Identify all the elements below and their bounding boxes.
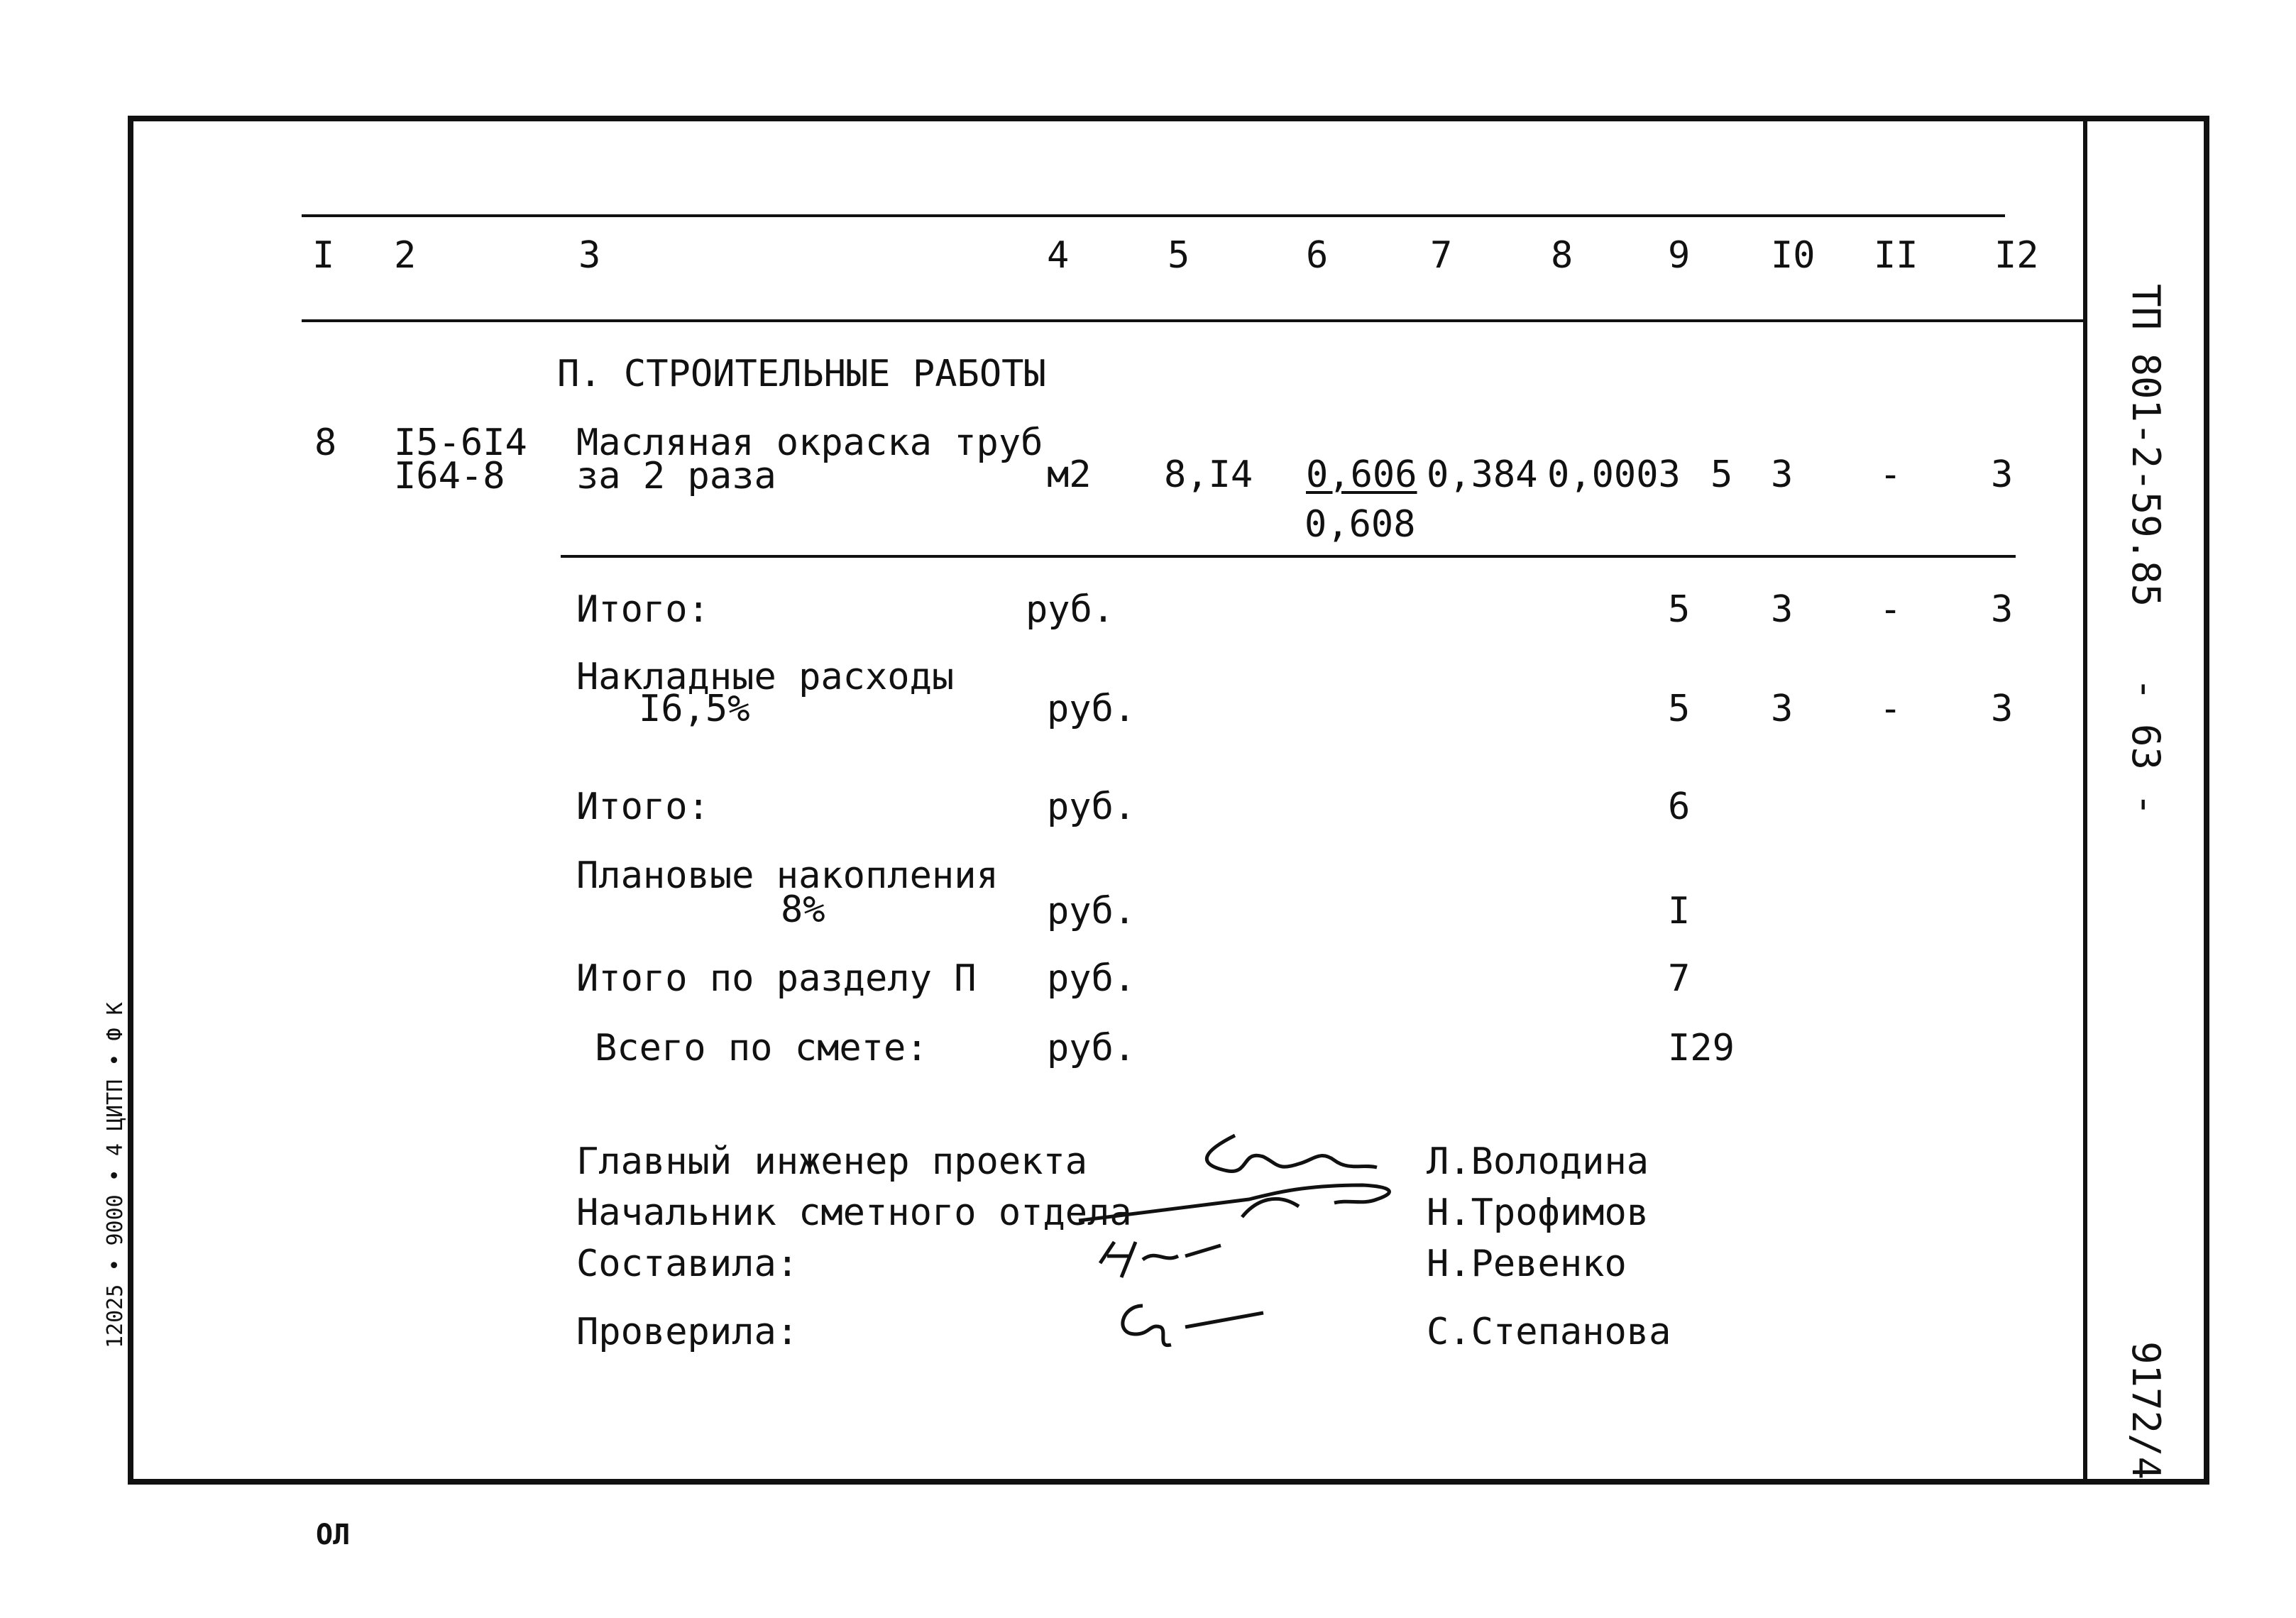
item-col7: 0,384 bbox=[1427, 453, 1538, 496]
total-1-c10: 3 bbox=[1771, 588, 1794, 631]
header-bottom-rule bbox=[302, 319, 2087, 322]
left-margin-print: 12025 • 9000 • 4 ЦИТП • Ф К bbox=[103, 1002, 128, 1348]
col-header-1: I bbox=[312, 234, 335, 277]
stamp-doc-code: ТП 801-2-59.85 bbox=[2124, 284, 2168, 607]
col-header-2: 2 bbox=[394, 234, 417, 277]
total-1-c12: 3 bbox=[1991, 588, 2014, 631]
item-col6-top: 0,606 bbox=[1306, 453, 1417, 496]
item-col8: 0,0003 bbox=[1547, 453, 1681, 496]
overhead-c10: 3 bbox=[1771, 688, 1794, 730]
item-qty: 8,I4 bbox=[1164, 453, 1253, 496]
signature-role-2: Начальник сметного отдела bbox=[576, 1192, 1132, 1234]
signature-role-4: Проверила: bbox=[576, 1311, 799, 1353]
grand-total-c9: I29 bbox=[1668, 1027, 1735, 1069]
total-1-label: Итого: bbox=[576, 588, 710, 631]
signature-name-3: Н.Ревенко bbox=[1427, 1243, 1627, 1285]
overhead-rate: I6,5% bbox=[639, 688, 750, 730]
item-name-2: за 2 раза bbox=[576, 455, 776, 497]
planned-c9: I bbox=[1668, 890, 1691, 932]
footer-mark: ОЛ bbox=[316, 1519, 351, 1551]
handwritten-signature-2 bbox=[1093, 1235, 1278, 1299]
header-top-rule bbox=[302, 214, 2005, 217]
col-header-4: 4 bbox=[1047, 234, 1070, 277]
signature-name-4: С.Степанова bbox=[1427, 1311, 1671, 1353]
overhead-c12: 3 bbox=[1991, 688, 2014, 730]
item-col9: 5 bbox=[1710, 453, 1733, 496]
item-separator bbox=[561, 555, 2016, 558]
section-total-c9: 7 bbox=[1668, 957, 1691, 1000]
stamp-page-number: - 63 - bbox=[2124, 678, 2168, 817]
col-header-8: 8 bbox=[1551, 234, 1573, 277]
col-header-6: 6 bbox=[1306, 234, 1329, 277]
grand-total-label: Всего по смете: bbox=[595, 1027, 928, 1069]
overhead-c9: 5 bbox=[1668, 688, 1691, 730]
item-col6-bottom: 0,608 bbox=[1304, 503, 1416, 546]
total-1-unit: руб. bbox=[1026, 588, 1115, 631]
planned-label: Плановые накопления bbox=[576, 854, 999, 897]
total-1-c9: 5 bbox=[1668, 588, 1691, 631]
item-code-2: I64-8 bbox=[394, 455, 505, 497]
col-header-11: II bbox=[1874, 234, 1918, 277]
handwritten-signature-1 bbox=[1065, 1121, 1462, 1228]
section-total-unit: руб. bbox=[1047, 957, 1136, 1000]
grand-total-unit: руб. bbox=[1047, 1027, 1136, 1069]
item-name-1: Масляная окраска труб bbox=[576, 422, 1043, 464]
col-header-9: 9 bbox=[1668, 234, 1691, 277]
col-header-5: 5 bbox=[1168, 234, 1190, 277]
overhead-label: Накладные расходы bbox=[576, 656, 955, 698]
item-code-1: I5-6I4 bbox=[394, 422, 527, 464]
total-2-c9: 6 bbox=[1668, 786, 1691, 828]
col-header-12: I2 bbox=[1994, 234, 2039, 277]
planned-unit: руб. bbox=[1047, 890, 1136, 932]
signature-name-2: Н.Трофимов bbox=[1427, 1192, 1649, 1234]
overhead-unit: руб. bbox=[1047, 688, 1136, 730]
col-header-7: 7 bbox=[1430, 234, 1453, 277]
signature-role-3: Составила: bbox=[576, 1243, 799, 1285]
section-title: П. СТРОИТЕЛЬНЫЕ РАБОТЫ bbox=[557, 353, 1046, 395]
handwritten-signature-3 bbox=[1107, 1292, 1292, 1363]
total-1-c11: - bbox=[1879, 588, 1902, 631]
col-header-10: I0 bbox=[1771, 234, 1816, 277]
planned-rate: 8% bbox=[781, 888, 825, 931]
stamp-sheet-number: 9172/4 bbox=[2124, 1341, 2168, 1480]
signature-role-1: Главный инженер проекта bbox=[576, 1140, 1088, 1183]
signature-name-1: Л.Володина bbox=[1427, 1140, 1649, 1183]
total-2-label: Итого: bbox=[576, 786, 710, 828]
col-header-3: 3 bbox=[578, 234, 601, 277]
total-2-unit: руб. bbox=[1047, 786, 1136, 828]
overhead-c11: - bbox=[1879, 688, 1902, 730]
item-col11: - bbox=[1879, 453, 1902, 496]
item-col10: 3 bbox=[1771, 453, 1794, 496]
item-unit: м2 bbox=[1047, 453, 1092, 496]
section-total-label: Итого по разделу П bbox=[576, 957, 977, 1000]
item-col12: 3 bbox=[1991, 453, 2014, 496]
item-number: 8 bbox=[314, 422, 337, 464]
